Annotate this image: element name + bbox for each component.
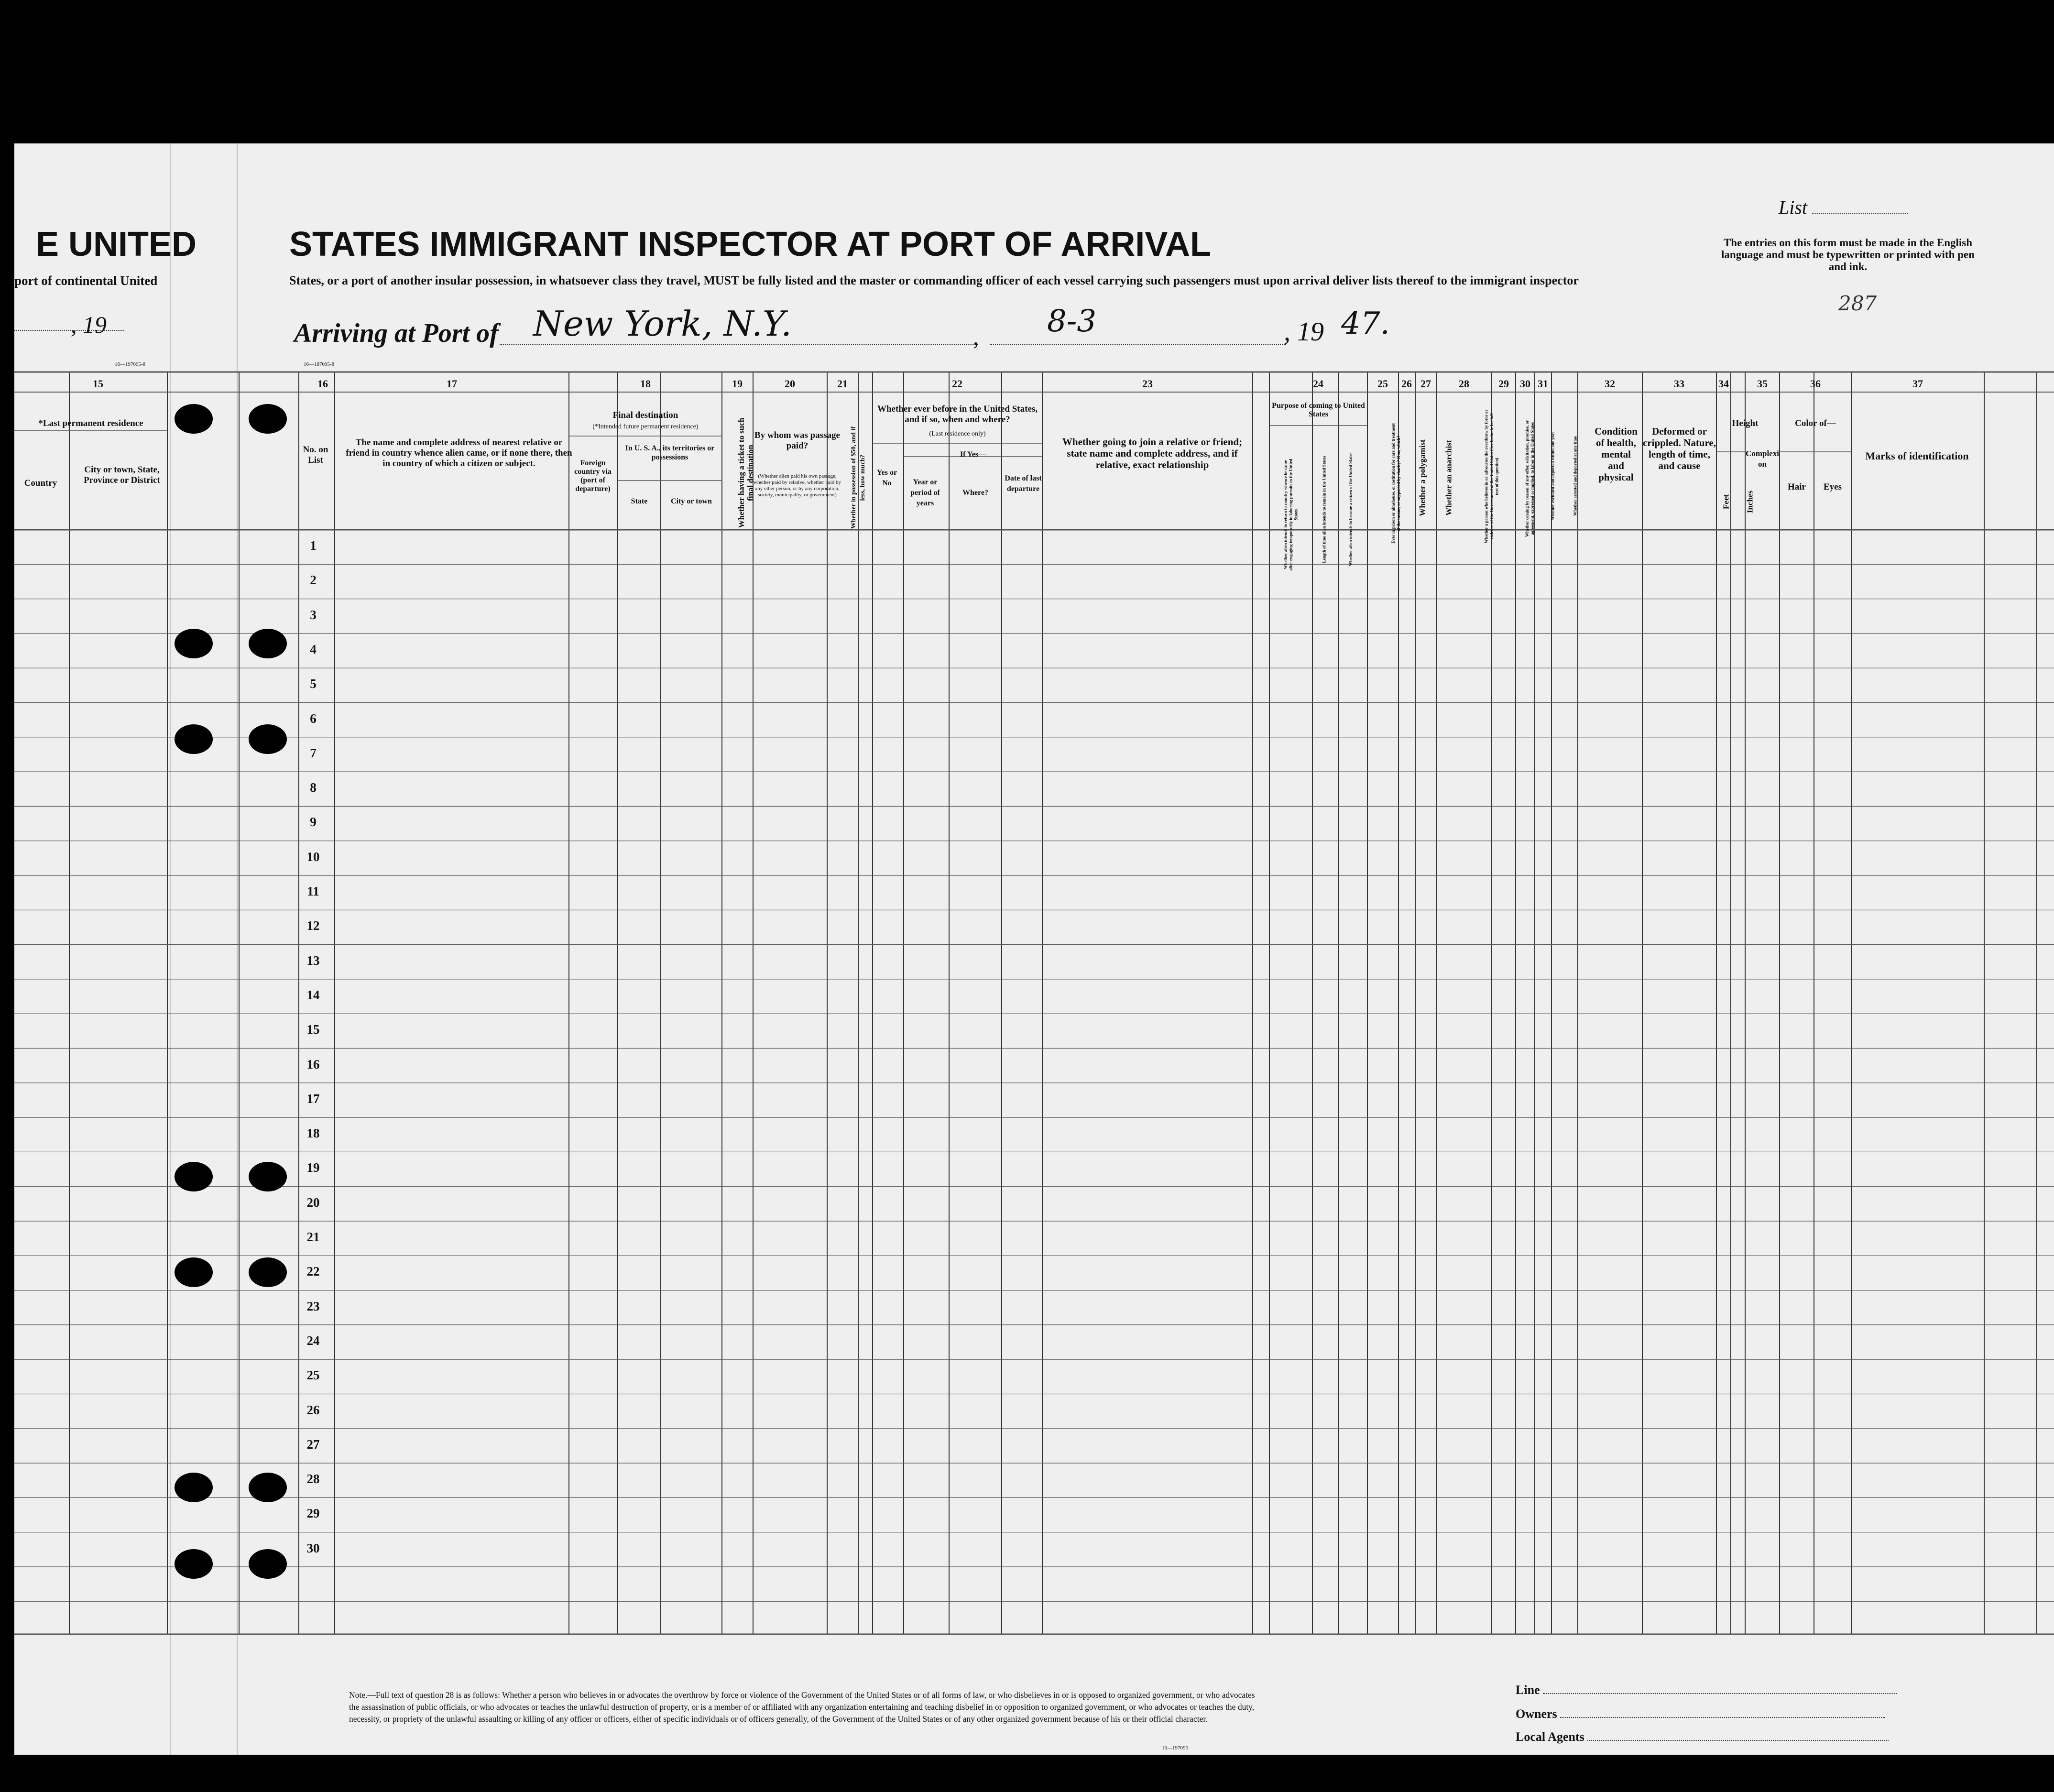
c37-header: Marks of identification [1865, 450, 1969, 462]
column-number-24: 24 [1313, 378, 1323, 390]
row-number-15: 15 [306, 1022, 320, 1037]
column-number-35: 35 [1757, 378, 1768, 390]
form-code-left: 16—197095-8 [115, 361, 146, 367]
column-number-30: 30 [1520, 378, 1530, 390]
footnote-code: 16—197095 [1162, 1745, 1188, 1751]
page-title: STATES IMMIGRANT INSPECTOR AT PORT OF ARRIVAL [289, 225, 1211, 263]
row-number-13: 13 [306, 953, 320, 968]
row-number-23: 23 [306, 1299, 320, 1313]
comma: , [973, 323, 979, 350]
punch-hole [175, 1257, 213, 1287]
row-number-11: 11 [307, 884, 319, 899]
row-number-19: 19 [306, 1160, 320, 1175]
date-left-year: , 19 [71, 311, 107, 338]
punch-hole [175, 1549, 213, 1579]
c17-header: The name and complete address of nearest relative or friend in country whence alien came, or if none there, then in country of which a citizen or subject. [346, 437, 572, 469]
row-number-26: 26 [306, 1402, 320, 1417]
column-number-15: 15 [93, 378, 103, 390]
row-number-25: 25 [306, 1368, 320, 1383]
column-number-22: 22 [952, 378, 962, 390]
row-number-3: 3 [310, 607, 317, 622]
c18-state: State [631, 497, 648, 505]
row-number-9: 9 [310, 815, 317, 830]
row-number-27: 27 [306, 1437, 320, 1452]
row-number-4: 4 [310, 642, 317, 656]
year-handwritten: 47. [1341, 306, 1390, 341]
row-number-17: 17 [306, 1091, 320, 1106]
c25-header: Ever in prison or almshouse, or institution for care and treatment of the insane, or supported by charity? If so, which? [1391, 423, 1401, 544]
c24-c: Whether alien intends to become a citizen of the United States [1348, 452, 1353, 567]
year-printed: , 19 [1284, 317, 1324, 347]
c22-ifyes: If Yes— [960, 450, 986, 459]
date-handwritten: 8-3 [1047, 304, 1097, 339]
column-number-34: 34 [1718, 378, 1729, 390]
column-number-25: 25 [1377, 378, 1388, 390]
column-number-36: 36 [1810, 378, 1821, 390]
c15-country: Country [24, 478, 57, 488]
row-number-21: 21 [306, 1230, 320, 1245]
row-number-7: 7 [310, 745, 317, 760]
column-number-32: 32 [1605, 378, 1615, 390]
row-number-20: 20 [306, 1195, 320, 1210]
row-number-6: 6 [310, 711, 317, 726]
c28-header: Whether a person who believes in or advocates the overthrow by force or violence of the Government of the United States (See footnote for full text of this question) [1484, 409, 1499, 544]
row-number-5: 5 [310, 677, 317, 691]
punch-hole [249, 1549, 287, 1579]
column-number-21: 21 [837, 378, 848, 390]
subtitle-left: port of continental United [14, 273, 158, 288]
arriving-label: Arriving at Port of [294, 318, 499, 348]
c34-inches: Inches [1745, 490, 1755, 514]
c30-header: Whether excluded and deported within one year [1550, 431, 1555, 521]
punch-hole [249, 724, 287, 754]
agents-field [1516, 1730, 1889, 1744]
c35-header: Complexion [1746, 449, 1779, 469]
c23-header: Whether going to join a relative or friend; state name and complete address, and if relative, exact relationship [1062, 436, 1243, 470]
column-number-23: 23 [1142, 378, 1153, 390]
c22-title: Whether ever before in the United States, and if so, when and where? [877, 404, 1038, 425]
row-number-22: 22 [306, 1264, 320, 1279]
manifest-sheet [14, 143, 2054, 1755]
owners-label: Owners [1516, 1707, 1557, 1721]
title-left: E UNITED [36, 225, 197, 263]
column-number-37: 37 [1912, 378, 1923, 390]
column-number-19: 19 [732, 378, 743, 390]
row-number-28: 28 [306, 1472, 320, 1486]
row-number-8: 8 [310, 780, 317, 795]
column-number-27: 27 [1420, 378, 1431, 390]
punch-hole [175, 1473, 213, 1502]
c34-feet: Feet [1721, 494, 1731, 510]
c15-title: *Last permanent residence [38, 418, 143, 428]
form-code-right: 16—187095-8 [304, 361, 335, 367]
c26-header: Whether a polygamist [1418, 439, 1427, 516]
row-number-29: 29 [306, 1506, 320, 1521]
c22-sub: (Last residence only) [929, 430, 986, 437]
form-notice: The entries on this form must be made in the English language and must be typewritten or printed with pen and ink. [1721, 237, 1975, 273]
row-number-12: 12 [306, 918, 320, 933]
column-number-28: 28 [1459, 378, 1469, 390]
punch-hole [249, 404, 287, 434]
port-handwritten: New York, N.Y. [533, 304, 792, 344]
c33-header: Deformed or crippled. Nature, length of time, and cause [1642, 426, 1716, 471]
column-number-33: 33 [1674, 378, 1684, 390]
column-number-17: 17 [447, 378, 457, 390]
c18-title: Final destination [612, 410, 678, 420]
row-number-10: 10 [306, 849, 320, 864]
list-label: List [1779, 197, 1808, 218]
page-number: 287 [1838, 292, 1877, 315]
punch-hole [249, 1257, 287, 1287]
c18-usa: In U. S. A., its territories or possessions [625, 444, 715, 461]
c20-sub: (Whether alien paid his own passage, whether paid by relative, whether paid by any other person, or by any corporation, society, municipality, or government) [754, 473, 841, 498]
row-number-1: 1 [310, 538, 317, 553]
line-label: Line [1516, 1683, 1540, 1697]
row-number-18: 18 [306, 1126, 320, 1141]
c18-city: City or town [671, 497, 712, 505]
row-number-30: 30 [306, 1541, 320, 1555]
punch-hole [175, 1162, 213, 1191]
c32-header: Condition of health, mental and physical [1595, 426, 1638, 483]
c22-where: Where? [962, 489, 988, 497]
agents-label: Local Agents [1516, 1730, 1584, 1744]
punch-hole [249, 1162, 287, 1191]
row-number-24: 24 [306, 1333, 320, 1348]
footnote: Note.—Full text of question 28 is as follows: Whether a person who believes in or advocates the overthrow by force or violence of the Government of the United States or of all forms of law, or who disbelieves in or is opposed to organized government, or who advocates the assassination of public officials, or who advocates or teaches the unlawful destruction of property, or is a member of or affiliated with any organization entertaining and teaching disbelief in or opposition to organized government, or who advocates or teaches the duty, necessity, or propriety of the unlawful assaulting or killing of any officer or officers, either of specific individuals or of officers generally, of the Government of the United States or of any other organized government because of his or their official character. [349, 1690, 1255, 1724]
c36-eyes: Eyes [1824, 482, 1842, 492]
column-number-31: 31 [1538, 378, 1548, 390]
c21-header: Whether in possession of $50, and if less, how much? [850, 426, 866, 529]
c22-yesno: Yes or No [876, 469, 897, 487]
owners-field [1516, 1707, 1885, 1721]
line-field [1516, 1683, 1897, 1697]
punch-hole [175, 404, 213, 434]
column-number-26: 26 [1401, 378, 1412, 390]
c24-b: Length of time alien intends to remain in the United States [1322, 456, 1327, 563]
punch-hole [249, 629, 287, 658]
c19-header: Whether having a ticket to such final destination [737, 417, 755, 528]
c24-a: Whether alien intends to return to country whence he came after engaging temporarily in laboring pursuits in the United States [1283, 459, 1299, 571]
column-number-16: 16 [317, 378, 328, 390]
c29-header: Whether coming by reason of any offer, solicitation, promise, or agreement, expressed or implied, to labor in the United States [1525, 420, 1535, 537]
column-number-18: 18 [640, 378, 651, 390]
c15-city: City or town, State, Province or District [84, 465, 160, 485]
row-number-16: 16 [306, 1057, 320, 1071]
punch-hole [175, 724, 213, 754]
c20-title: By whom was passage paid? [754, 430, 840, 451]
c22-year: Year or period of years [910, 478, 940, 507]
subtitle: States, or a port of another insular possession, in whatsoever class they travel, MUST be fully listed and the master or commanding officer of each vessel carrying such passengers must upon arrival deliver lists thereof to the immigrant inspector [289, 273, 1579, 287]
c36-hair: Hair [1788, 482, 1806, 492]
c24-title: Purpose of coming to United States [1272, 402, 1365, 418]
c34-title: Height [1732, 418, 1759, 428]
c18-sub: (*Intended future permanent residence) [592, 423, 699, 430]
column-number-29: 29 [1498, 378, 1509, 390]
column-number-20: 20 [785, 378, 795, 390]
row-number-14: 14 [306, 987, 320, 1002]
c31-header: Whether arrested and deported at any time [1573, 436, 1578, 516]
punch-hole [175, 629, 213, 658]
c18-foreign: Foreign country via (port of departure) [574, 459, 612, 493]
c27-header: Whether an anarchist [1444, 440, 1453, 516]
c16-header: No. on List [303, 445, 328, 465]
row-number-2: 2 [310, 573, 317, 588]
punch-hole [249, 1473, 287, 1502]
c22-date: Date of last departure [1005, 474, 1042, 493]
c36-title: Color of— [1795, 418, 1836, 428]
